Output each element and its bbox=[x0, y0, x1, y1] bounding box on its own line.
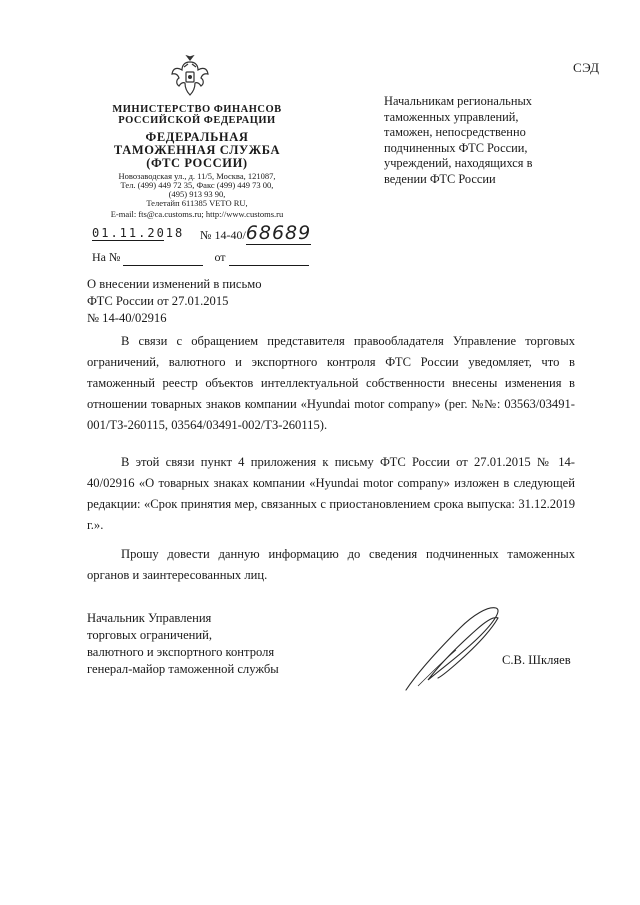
service-name bbox=[92, 131, 302, 170]
body-paragraph bbox=[87, 544, 575, 586]
registration-date-field bbox=[92, 226, 185, 241]
addressee-line: ведении ФТС России bbox=[384, 171, 496, 186]
service-name-line: ТАМОЖЕННАЯ СЛУЖБА bbox=[113, 143, 281, 157]
letterhead-address bbox=[92, 172, 302, 208]
coat-of-arms-emblem-icon bbox=[170, 54, 210, 98]
reply-to-label: На № bbox=[92, 250, 121, 264]
signatory-name: С.В. Шкляев bbox=[502, 653, 571, 667]
registration-number bbox=[200, 222, 311, 245]
ministry-name-line: МИНИСТЕРСТВО ФИНАНСОВ bbox=[112, 104, 282, 115]
addressee-line: таможен, непосредственно bbox=[384, 125, 526, 139]
registration-number-handwritten: 68689 bbox=[245, 222, 312, 244]
signatory-position-line: торговых ограничений, bbox=[87, 628, 213, 642]
letterhead-email: E-mail: fts@ca.customs.ru; http://www.customs.ru bbox=[110, 209, 284, 219]
address-line: (495) 913 93 90, bbox=[168, 189, 226, 199]
subject-line: О внесении изменений в письмо bbox=[87, 277, 262, 291]
subject-line: ФТС России от 27.01.2015 bbox=[87, 294, 229, 308]
ministry-name-line: РОССИЙСКОЙ ФЕДЕРАЦИИ bbox=[118, 115, 276, 126]
addressee-line: таможенных управлений, bbox=[384, 109, 519, 124]
address-line: Тел. (499) 449 72 35, Факс (499) 449 73 00, bbox=[120, 180, 274, 190]
registration-date: 01.11.2018 bbox=[92, 226, 185, 240]
body-paragraph-text: В этой связи пункт 4 приложения к письму ФТС России от 27.01.2015 № 14-40/02916 «О товарных знаках компании «Hyundai motor company» изложен в следующей редакции: «Срок принятия мер, связанных с приостановлением срока выпуска: 31.12.2019 г.». bbox=[87, 455, 575, 532]
signatory-position-line: валютного и экспортного контроля bbox=[87, 645, 275, 659]
reply-reference bbox=[92, 250, 309, 266]
from-blank bbox=[229, 250, 309, 266]
ministry-name bbox=[92, 104, 302, 126]
registration-number-prefix: № 14-40/ bbox=[200, 228, 246, 242]
signatory-position-line: генерал-майор таможенной службы bbox=[87, 662, 279, 676]
service-name-line: ФЕДЕРАЛЬНАЯ bbox=[145, 130, 249, 144]
service-name-line: (ФТС РОССИИ) bbox=[146, 156, 248, 170]
body-paragraph bbox=[87, 331, 575, 436]
addressee-block bbox=[384, 94, 604, 187]
signatory-position bbox=[87, 610, 279, 678]
body-paragraph-text: В связи с обращением представителя правообладателя Управление торговых ограничений, валютного и экспортного контроля ФТС России уведомляет, что в таможенный реестр объектов интеллектуальной собственности внесены изменения в отношении товарных знаков компании «Hyundai motor company» (рег. №№: 03563/03491-001/ТЗ-260115, 03564/03491-002/ТЗ-260115). bbox=[87, 334, 575, 432]
addressee-line: Начальникам региональных bbox=[384, 94, 532, 108]
signatory-position-line: Начальник Управления bbox=[87, 611, 212, 625]
subject-block bbox=[87, 276, 262, 327]
addressee-line: учреждений, находящихся в bbox=[384, 156, 533, 170]
reply-to-blank bbox=[123, 250, 203, 266]
document-mark: СЭД bbox=[573, 60, 600, 75]
address-line: Телетайп 611385 VETO RU, bbox=[146, 198, 248, 208]
address-line: Новозаводская ул., д. 11/5, Москва, 121087, bbox=[118, 171, 276, 181]
handwritten-signature bbox=[398, 602, 508, 694]
body-paragraph bbox=[87, 452, 575, 536]
body-paragraph-text: Прошу довести данную информацию до сведения подчиненных таможенных органов и заинтересованных лиц. bbox=[87, 547, 575, 582]
subject-line: № 14-40/02916 bbox=[87, 311, 167, 325]
from-label: от bbox=[214, 250, 226, 264]
addressee-line: подчиненных ФТС России, bbox=[384, 140, 528, 155]
